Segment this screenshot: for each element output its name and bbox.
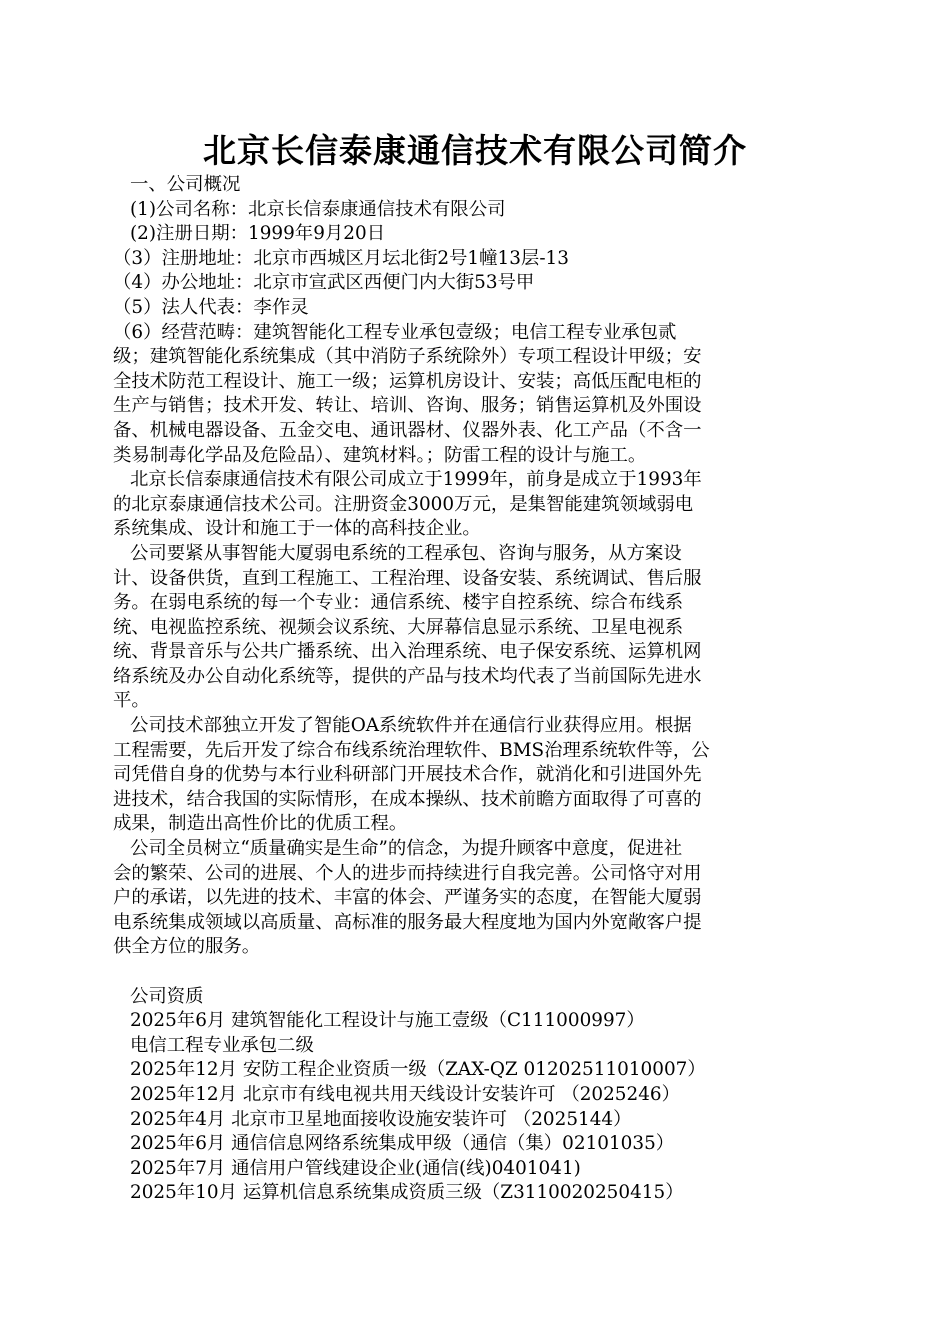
- paragraph-line: 工程需要，先后开发了综合布线系统治理软件、BMS治理系统软件等，公: [113, 739, 710, 761]
- qualifications-heading: 公司资质: [130, 985, 204, 1007]
- paragraph-line: 务。在弱电系统的每一个专业：通信系统、楼宇自控系统、综合布线系: [113, 592, 684, 614]
- paragraph-line: 的北京泰康通信技术公司。注册资金3000万元，是集智能建筑领域弱电: [113, 493, 694, 515]
- document-body: [113, 173, 835, 1206]
- technology-paragraph: [113, 714, 835, 837]
- business-scope: [113, 321, 835, 469]
- paragraph-line: 司凭借自身的优势与本行业科研部门开展技术合作，就消化和引进国外先: [113, 764, 702, 786]
- paragraph-line: 系统集成、设计和施工于一体的高科技企业。: [113, 518, 481, 540]
- paragraph-line: 北京长信泰康通信技术有限公司成立于1999年，前身是成立于1993年: [130, 469, 702, 491]
- paragraph-line: 公司技术部独立开发了智能OA系统软件并在通信行业获得应用。根据: [130, 715, 692, 737]
- paragraph-line: 络系统及办公自动化系统等，提供的产品与技术均代表了当前国际先进水: [113, 665, 702, 687]
- legal-representative: （5）法人代表：李作灵: [113, 296, 309, 318]
- business-scope-line: 备、机械电器设备、五金交电、通讯器材、仪器外表、化工产品（不含一: [113, 419, 702, 441]
- quality-paragraph: [113, 837, 835, 960]
- paragraph-line: 公司全员树立“质量确实是生命”的信念，为提升顾客中意度，促进社: [130, 838, 683, 860]
- registration-address: （3）注册地址：北京市西城区月坛北街2号1幢13层-13: [113, 247, 569, 269]
- overview-heading: 一、公司概况: [130, 174, 241, 195]
- qualification-item: 2025年12月 北京市有线电视共用天线设计安装许可 （2025246）: [130, 1083, 681, 1105]
- paragraph-line: 会的繁荣、公司的进展、个人的进步而持续进行自我完善。公司恪守对用: [113, 862, 702, 884]
- qualification-item: 2025年7月 通信用户管线建设企业(通信(线)0401041): [130, 1157, 581, 1179]
- qualification-item: 2025年4月 北京市卫星地面接收设施安装许可 （2025144）: [130, 1108, 632, 1130]
- paragraph-line: 统、背景音乐与公共广播系统、出入治理系统、电子保安系统、运算机网: [113, 641, 702, 663]
- business-scope-line: 全技术防范工程设计、施工一级；运算机房设计、安装；高低压配电柜的: [113, 370, 702, 392]
- registration-date: (2)注册日期：1999年9月20日: [130, 223, 386, 245]
- paragraph-line: 户的承诺，以先进的技术、丰富的体会、严谨务实的态度，在智能大厦弱: [113, 887, 702, 909]
- qualification-item: 2025年6月 通信信息网络系统集成甲级（通信（集）02101035）: [130, 1133, 675, 1155]
- paragraph-line: 成果，制造出高性价比的优质工程。: [113, 813, 408, 835]
- paragraph-line: 计、设备供货，直到工程施工、工程治理、设备安装、系统调试、售后服: [113, 567, 702, 589]
- business-scope-line: （6）经营范畴：建筑智能化工程专业承包壹级；电信工程专业承包贰: [113, 321, 677, 343]
- paragraph-line: 平。: [113, 690, 150, 712]
- business-scope-line: 类易制毒化学品及危险品）、建筑材料。；防雷工程的设计与施工。: [113, 444, 647, 466]
- intro-paragraph: [113, 468, 835, 542]
- services-paragraph: [113, 542, 835, 714]
- paragraph-line: 公司要紧从事智能大厦弱电系统的工程承包、咨询与服务，从方案设: [130, 542, 682, 564]
- qualification-item: 2025年6月 建筑智能化工程设计与施工壹级（C111000997）: [130, 1010, 645, 1032]
- paragraph-line: 电系统集成领域以高质量、高标准的服务最大程度地为国内外宽敞客户提: [113, 911, 702, 933]
- paragraph-line: 供全方位的服务。: [113, 936, 261, 958]
- office-address: （4）办公地址：北京市宣武区西便门内大街53号甲: [113, 272, 535, 294]
- qualification-item: 2025年12月 安防工程企业资质一级（ZAX-QZ 01202511010007）: [130, 1059, 706, 1081]
- business-scope-line: 生产与销售；技术开发、转让、培训、咨询、服务；销售运算机及外围设: [113, 395, 702, 417]
- document-title: 北京长信泰康通信技术有限公司简介: [203, 131, 747, 170]
- qualifications-section: [113, 985, 835, 1206]
- blank-line: [113, 960, 835, 985]
- qualification-item: 2025年10月 运算机信息系统集成资质三级（Z3110020250415）: [130, 1182, 684, 1204]
- company-name: (1)公司名称：北京长信泰康通信技术有限公司: [130, 198, 506, 220]
- qualification-item: 电信工程专业承包二级: [130, 1034, 314, 1056]
- paragraph-line: 进技术，结合我国的实际情形，在成本操纵、技术前瞻方面取得了可喜的: [113, 788, 702, 810]
- paragraph-line: 统、电视监控系统、视频会议系统、大屏幕信息显示系统、卫星电视系: [113, 616, 684, 638]
- business-scope-line: 级；建筑智能化系统集成（其中消防子系统除外）专项工程设计甲级；安: [113, 346, 702, 368]
